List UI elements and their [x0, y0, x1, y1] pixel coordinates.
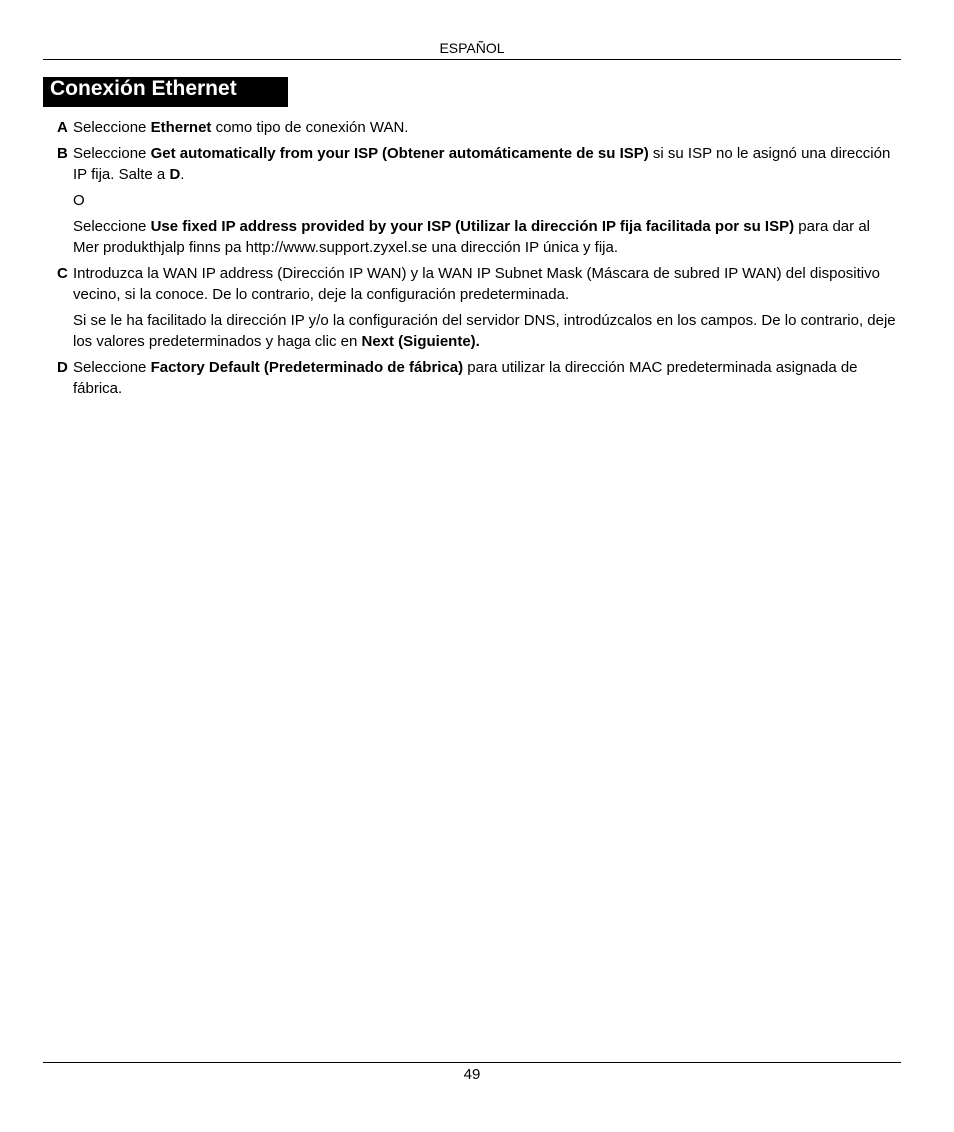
step-bold: Use fixed IP address provided by your ISP (Utilizar la dirección IP fija facilitada por su ISP): [150, 218, 795, 235]
step-c: [57, 263, 899, 305]
step-letter: A: [57, 119, 68, 136]
step-text: como tipo de conexión WAN.: [211, 119, 409, 136]
step-text: Si se le ha facilitado la dirección IP y/o la configuración del servidor DNS, introdúzcalos en los campos. De lo contrario, deje los valores predeterminados y haga clic en: [73, 312, 896, 350]
step-d: [57, 357, 899, 399]
step-text: .: [180, 166, 185, 183]
section-title: Conexión Ethernet: [43, 77, 288, 107]
step-reference: D: [169, 166, 181, 183]
step-text: para utilizar la dirección MAC predeterminada asignada de fábrica.: [73, 359, 858, 397]
header-rule: [43, 59, 901, 60]
page-number: 49: [463, 1066, 481, 1083]
step-text: Introduzca la WAN IP address (Dirección IP WAN) y la WAN IP Subnet Mask (Máscara de subred IP WAN) del dispositivo vecino, si la conoce. De lo contrario, deje la configuración predeterminada.: [73, 265, 880, 303]
step-text: Seleccione: [73, 359, 151, 376]
step-b: [57, 143, 899, 185]
step-bold: Factory Default (Predeterminado de fábrica): [150, 359, 464, 376]
instructions-body: [57, 117, 899, 404]
step-bold: Ethernet: [150, 119, 212, 136]
step-b-alternative: [57, 216, 899, 258]
header-language: ESPAÑOL: [439, 40, 505, 56]
step-bold: Next (Siguiente).: [361, 333, 480, 350]
footer-rule: [43, 1062, 901, 1063]
step-letter: C: [57, 265, 68, 282]
step-b-or: O: [73, 192, 85, 209]
step-text: Seleccione: [73, 145, 151, 162]
step-bold: Get automatically from your ISP (Obtener automáticamente de su ISP): [150, 145, 649, 162]
step-text: para dar al Mer produkthjalp finns pa http://www.support.zyxel.se una dirección IP única y fija.: [73, 218, 870, 256]
step-text: Seleccione: [73, 218, 151, 235]
step-text: si su ISP no le asignó una dirección IP fija. Salte a: [73, 145, 891, 183]
step-c-note: [57, 310, 899, 352]
step-letter: B: [57, 145, 68, 162]
step-letter: D: [57, 359, 68, 376]
step-text: Seleccione: [73, 119, 151, 136]
step-a: [57, 117, 899, 138]
